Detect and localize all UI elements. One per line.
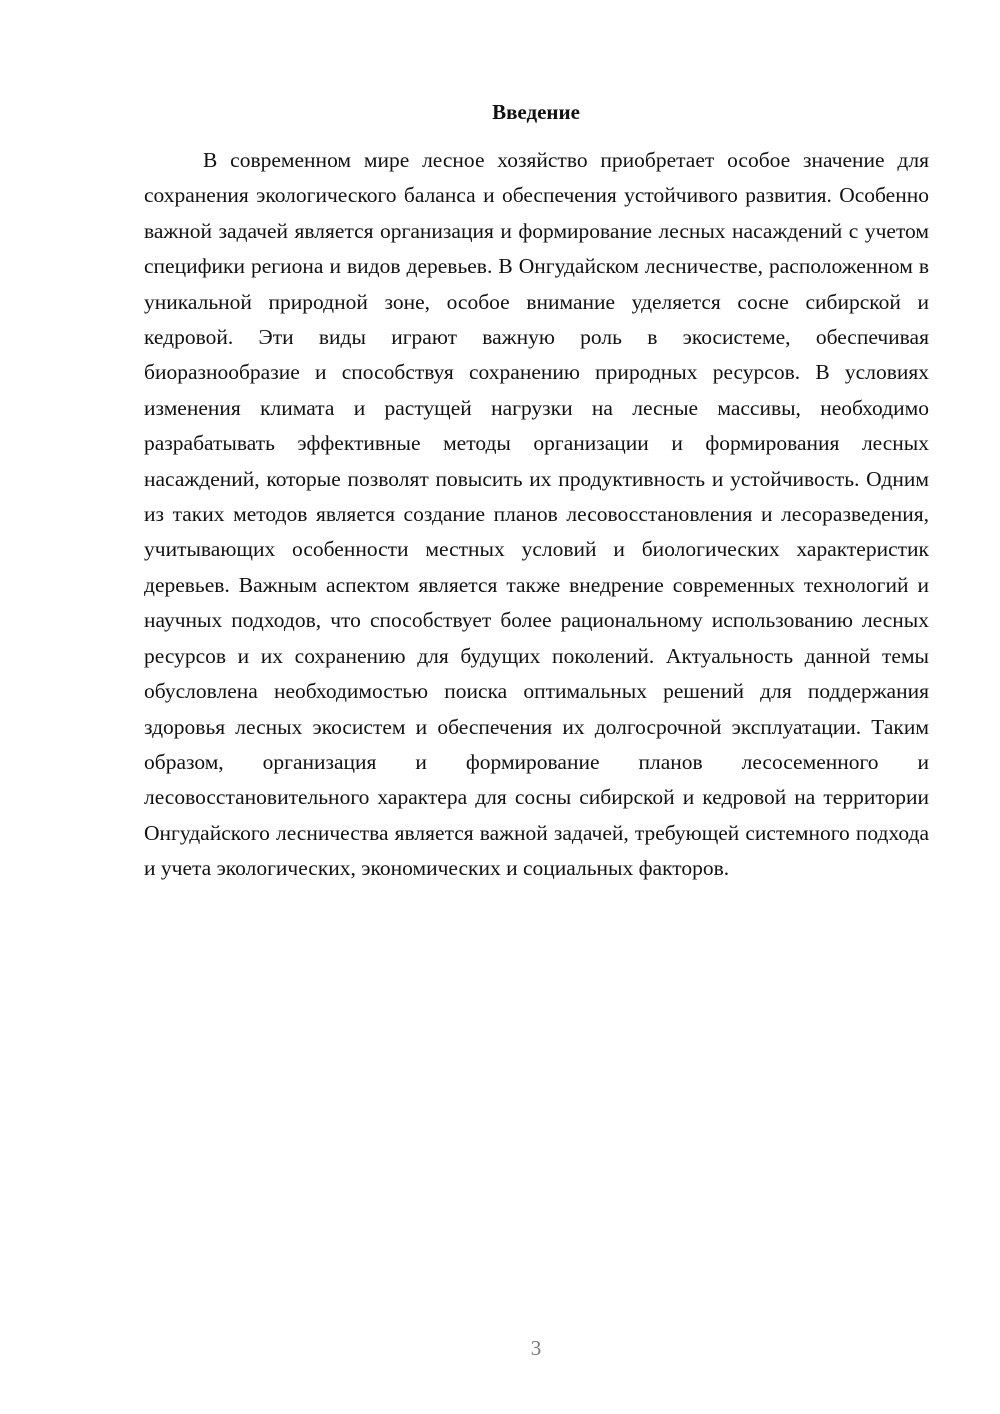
- section-heading: Введение: [492, 100, 580, 124]
- page-number: 3: [530, 1336, 542, 1360]
- introduction-paragraph: В современном мире лесное хозяйство приобретает особое значение для сохранения экологического баланса и обеспечения устойчивого развития. Особенно важной задачей является организация и формирование лесных насаждений с учетом специфики региона и видов деревьев. В Онгудайском лесничестве, расположенном в уникальной природной зоне, особое внимание уделяется сосне сибирской и кедровой. Эти виды играют важную роль в экосистеме, обеспечивая биоразнообразие и способствуя сохранению природных ресурсов. В условиях изменения климата и растущей нагрузки на лесные массивы, необходимо разрабатывать эффективные методы организации и формирования лесных насаждений, которые позволят повысить их продуктивность и устойчивость. Одним из таких методов является создание планов лесовосстановления и лесоразведения, учитывающих особенности местных условий и биологических характеристик деревьев. Важным аспектом является также внедрение современных технологий и научных подходов, что способствует более рациональному использованию лесных ресурсов и их сохранению для будущих поколений. Актуальность данной темы обусловлена необходимостью поиска оптимальных решений для поддержания здоровья лесных экосистем и обеспечения их долгосрочной эксплуатации. Таким образом, организация и формирование планов лесосеменного и лесовосстановительного характера для сосны сибирской и кедровой на территории Онгудайского лесничества является важной задачей, требующей системного подхода и учета экологических, экономических и социальных факторов.: [144, 148, 929, 881]
